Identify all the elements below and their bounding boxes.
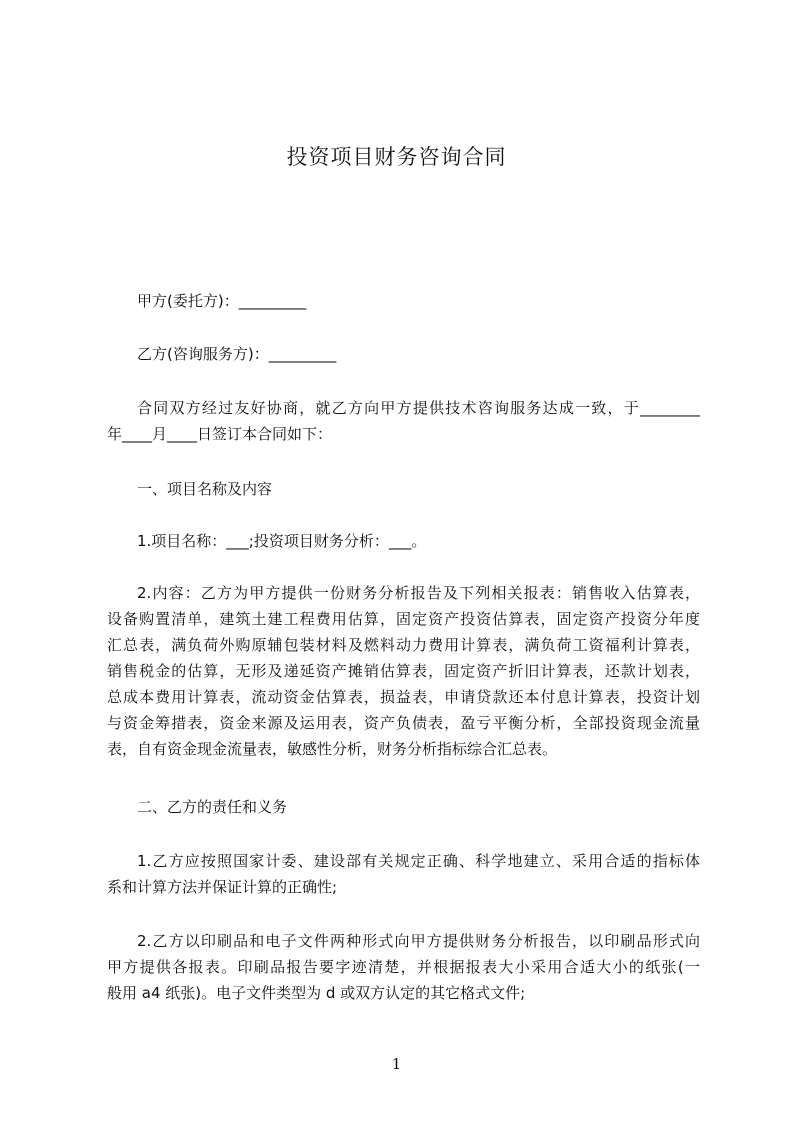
page-number: 1 [391,1055,402,1073]
item-1-2-line: 设备购置清单，建筑土建工程费用估算，固定资产投资估算表，固定资产投资分年度 [107,610,700,628]
document-title: 投资项目财务咨询合同 [286,145,507,169]
item-1-2-line: 总成本费用计算表，流动资金估算表，损益表，申请贷款还本付息计算表，投资计划 [107,688,700,706]
section-heading-1: 一、项目名称及内容 [137,480,273,498]
item-2-1-line: 系和计算方法并保证计算的正确性; [107,878,338,896]
item-1-1: 1.项目名称：___;投资项目财务分析：___。 [137,532,427,550]
item-1-2-line: 销售税金的估算，无形及递延资产摊销估算表，固定资产折旧计算表，还款计划表， [107,662,700,680]
item-2-2-line: 2.乙方以印刷品和电子文件两种形式向甲方提供财务分析报告，以印刷品形式向 [137,932,700,950]
section-heading-2: 二、乙方的责任和义务 [137,798,288,816]
preamble-line: 年____月____日签订本合同如下： [107,425,333,443]
item-1-2-line: 汇总表，满负荷外购原辅包装材料及燃料动力费用计算表，满负荷工资福利计算表， [107,636,700,654]
item-1-2-line: 与资金筹措表，资金来源及运用表，资产负债表，盈亏平衡分析，全部投资现金流量 [107,714,700,732]
item-2-1-paragraph [107,848,700,900]
item-2-2-paragraph [107,928,700,1006]
preamble-paragraph [107,395,700,447]
item-1-2-line: 2.内容：乙方为甲方提供一份财务分析报告及下列相关报表：销售收入估算表， [137,584,700,602]
item-2-2-line: 般用 a4 纸张)。电子文件类型为 d 或双方认定的其它格式文件; [107,984,526,1002]
party-a-line: 甲方(委托方)：_________ [137,292,307,310]
party-b-line: 乙方(咨询服务方)：_________ [137,345,337,363]
preamble-line: 合同双方经过友好协商，就乙方向甲方提供技术咨询服务达成一致，于________ [137,399,700,417]
item-2-1-line: 1.乙方应按照国家计委、建设部有关规定正确、科学地建立、采用合适的指标体 [137,852,700,870]
item-1-2-line: 表，自有资金现金流量表，敏感性分析，财务分析指标综合汇总表。 [107,740,558,758]
item-2-2-line: 甲方提供各报表。印刷品报告要字迹清楚，并根据报表大小采用合适大小的纸张(一 [107,958,700,976]
item-1-2-paragraph [107,580,700,762]
